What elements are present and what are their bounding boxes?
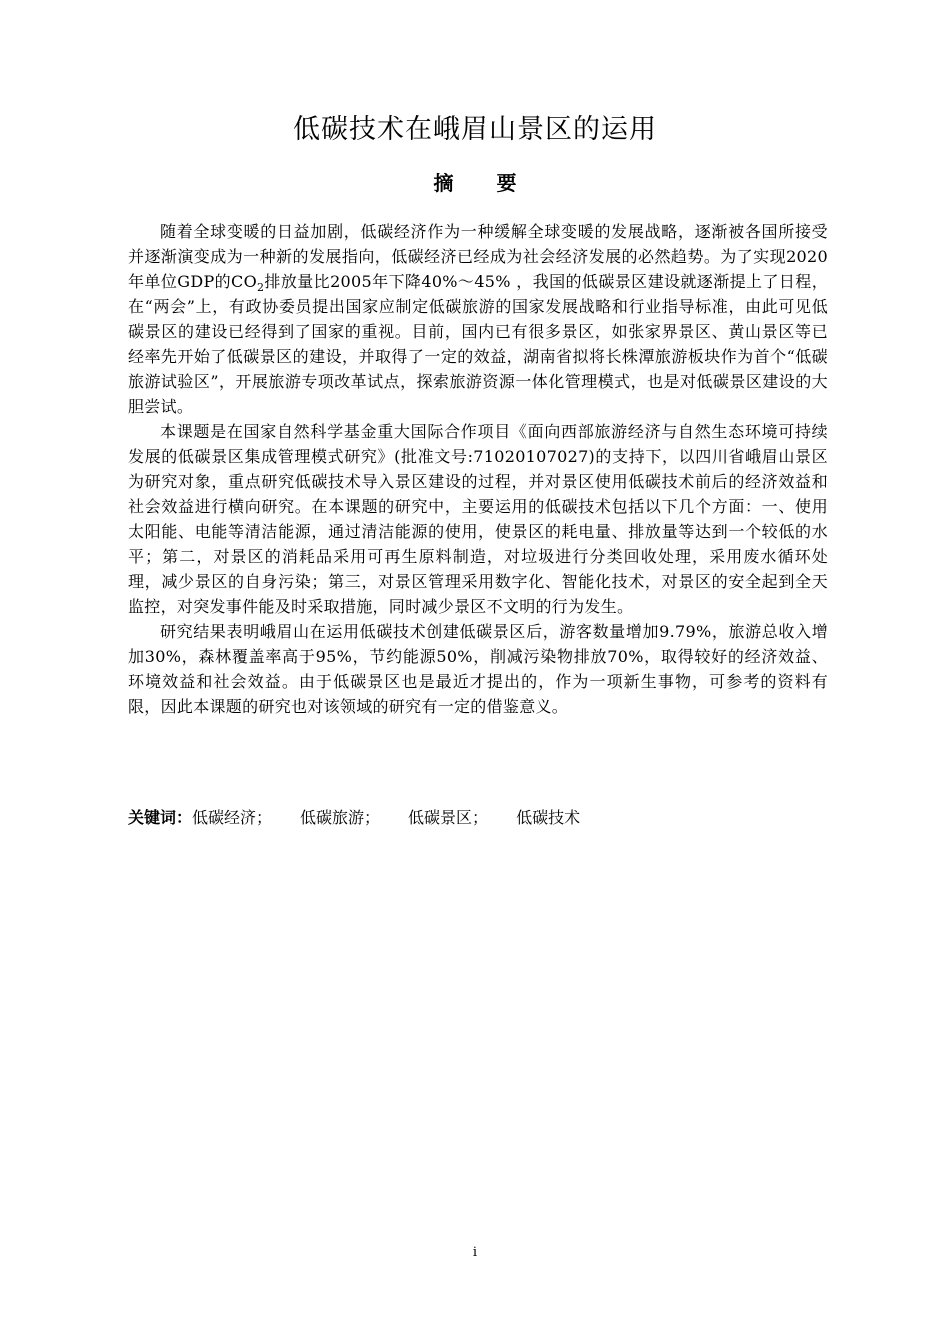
abstract-heading: 摘 要 [433,171,535,195]
keyword-item: 低碳经济； [192,808,273,827]
keyword-item: 低碳旅游； [300,808,381,827]
page-number: i [472,1245,478,1260]
abstract-paragraph-1 [128,219,828,419]
abstract-body [128,219,828,719]
keywords-label: 关键词： [128,808,193,827]
keyword-item: 低碳技术 [516,808,581,827]
abstract-paragraph-2: 本课题是在国家自然科学基金重大国际合作项目《面向西部旅游经济与自然生态环境可持续发展的低碳景区集成管理模式研究》(批准文号:71020107027)的支持下，以四川省峨眉山景区为研究对象，重点研究低碳技术导入景区建设的过程，并对景区使用低碳技术前后的经济效益和社会效益进行横向研究。在本课题的研究中，主要运用的低碳技术包括以下几个方面：一、使用太阳能、电能等清洁能源，通过清洁能源的使用，使景区的耗电量、排放量等达到一个较低的水平；第二，对景区的消耗品采用可再生原料制造，对垃圾进行分类回收处理，采用废水循环处理，减少景区的自身污染；第三，对景区管理采用数字化、智能化技术，对景区的安全起到全天监控，对突发事件能及时采取措施，同时减少景区不文明的行为发生。 [128,422,828,616]
paragraph-1-text-start: 随着全球变暖的日益加剧，低碳经济作为一种缓解全球变暖的发展战略，逐渐被各国所接受并逐渐演变成为一种新的发展指向，低碳经济已经成为社会经济发展的必然趋势。为了实现2020年单位GDP的CO [128,222,828,291]
keyword-item: 低碳景区； [408,808,489,827]
paragraph-1-text-end: 排放量比2005年下降40%～45% ，我国的低碳景区建设就逐渐提上了日程，在“两会”上，有政协委员提出国家应制定低碳旅游的国家发展战略和行业指导标准，由此可见低碳景区的建设已经得到了国家的重视。目前，国内已有很多景区，如张家界景区、黄山景区等已经率先开始了低碳景区的建设，并取得了一定的效益，湖南省拟将长株潭旅游板块作为首个“低碳旅游试验区”，开展旅游专项改革试点，探索旅游资源一体化管理模式，也是对低碳景区建设的大胆尝试。 [128,272,828,416]
keywords-line [128,805,608,830]
abstract-paragraph-3: 研究结果表明峨眉山在运用低碳技术创建低碳景区后，游客数量增加9.79%，旅游总收入增加30%，森林覆盖率高于95%，节约能源50%，削减污染物排放70%，取得较好的经济效益、环境效益和社会效益。由于低碳景区也是最近才提出的，作为一项新生事物，可参考的资料有限，因此本课题的研究也对该领域的研究有一定的借鉴意义。 [128,622,828,716]
co2-subscript: 2 [257,281,265,295]
document-title: 低碳技术在峨眉山景区的运用 [293,114,657,145]
